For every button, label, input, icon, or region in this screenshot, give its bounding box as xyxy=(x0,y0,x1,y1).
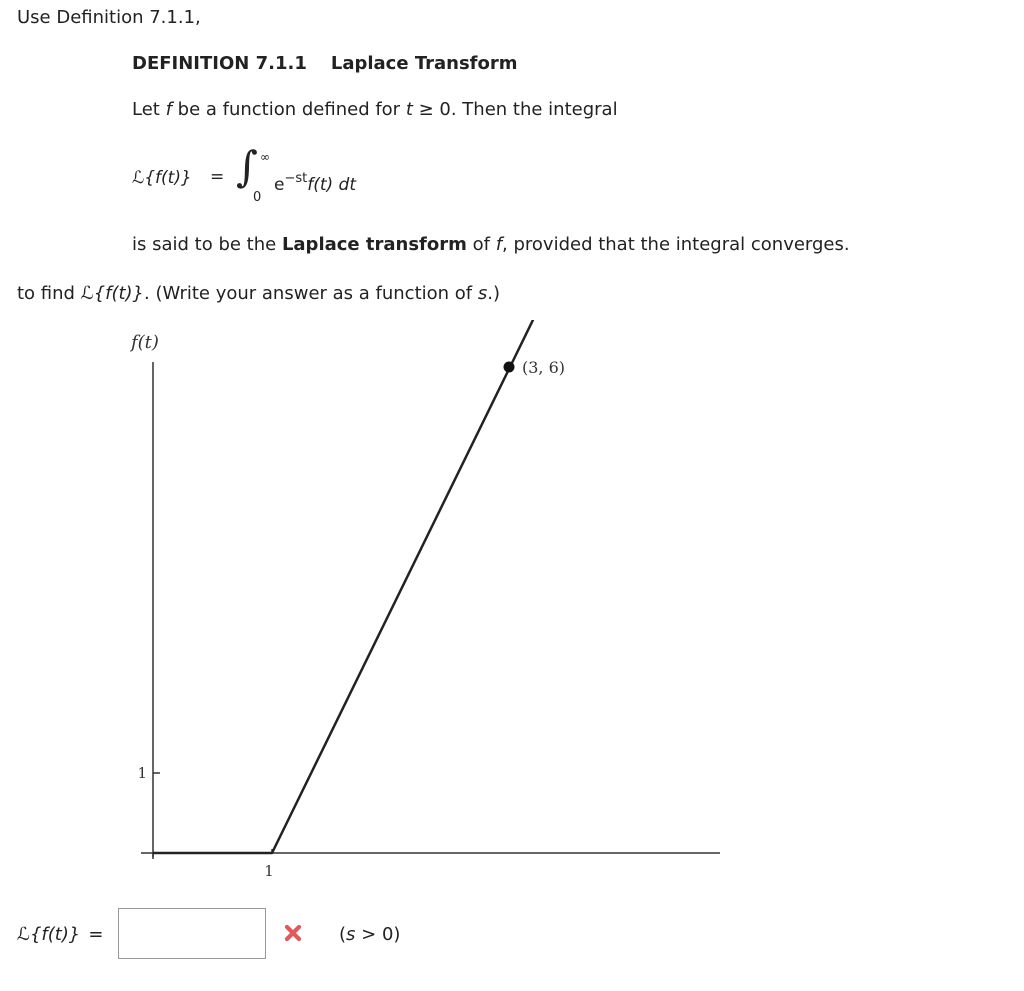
definition-line-2 xyxy=(132,234,850,255)
integrand xyxy=(274,171,356,195)
text-fragment: ( xyxy=(339,924,347,945)
integrand-base: e xyxy=(274,175,285,195)
x-tick-1-label: 1 xyxy=(264,862,274,880)
text-fragment: is said to be the xyxy=(132,234,282,255)
variable-f: f xyxy=(495,234,503,255)
definition-title xyxy=(132,53,518,74)
find-instruction xyxy=(17,283,500,304)
marked-point-label: (3, 6) xyxy=(522,358,566,377)
text-fragment: Let xyxy=(132,99,166,120)
answer-equals: = xyxy=(88,924,104,945)
integral-lower-limit: 0 xyxy=(253,190,262,205)
text-fragment: ≥ 0. Then the integral xyxy=(412,99,618,120)
y-axis-label: f(t) xyxy=(131,332,159,353)
integral-upper-limit: ∞ xyxy=(260,150,270,164)
text-fragment: , provided that the integral converges. xyxy=(502,234,850,255)
laplace-transform-term: Laplace transform xyxy=(281,234,467,255)
laplace-expression: ℒ{f(t)} xyxy=(80,283,144,304)
series-line-f xyxy=(153,320,634,853)
formula-equals: = xyxy=(210,167,225,187)
answer-expression: ℒ{f(t)} xyxy=(17,924,81,945)
text-fragment: of xyxy=(466,234,496,255)
integrand-rest: f(t) dt xyxy=(307,175,357,195)
function-graph xyxy=(0,320,720,880)
text-fragment: .) xyxy=(487,283,500,304)
y-tick-1-label: 1 xyxy=(137,764,147,782)
laplace-formula xyxy=(132,142,432,208)
intro-text: Use Definition 7.1.1, xyxy=(17,7,201,28)
definition-name: Laplace Transform xyxy=(330,53,518,74)
integrand-exponent: −st xyxy=(284,171,308,186)
text-fragment: > 0) xyxy=(355,924,401,945)
definition-line-1 xyxy=(132,99,618,120)
answer-input[interactable] xyxy=(118,908,266,959)
variable-f: f xyxy=(165,99,172,120)
wrong-x-icon xyxy=(283,923,303,943)
definition-number: DEFINITION 7.1.1 xyxy=(132,53,307,74)
answer-label xyxy=(17,924,103,945)
variable-s: s xyxy=(477,283,488,304)
text-fragment: to find xyxy=(17,283,81,304)
formula-lhs: ℒ{f(t)} xyxy=(132,168,192,188)
variable-t: t xyxy=(405,99,413,120)
domain-condition xyxy=(339,924,400,945)
text-fragment: . (Write your answer as a function of xyxy=(144,283,478,304)
integral-sign: ∫ xyxy=(236,142,258,191)
marked-point xyxy=(504,362,515,373)
text-fragment: be a function defined for xyxy=(171,99,406,120)
variable-s: s xyxy=(346,924,356,945)
